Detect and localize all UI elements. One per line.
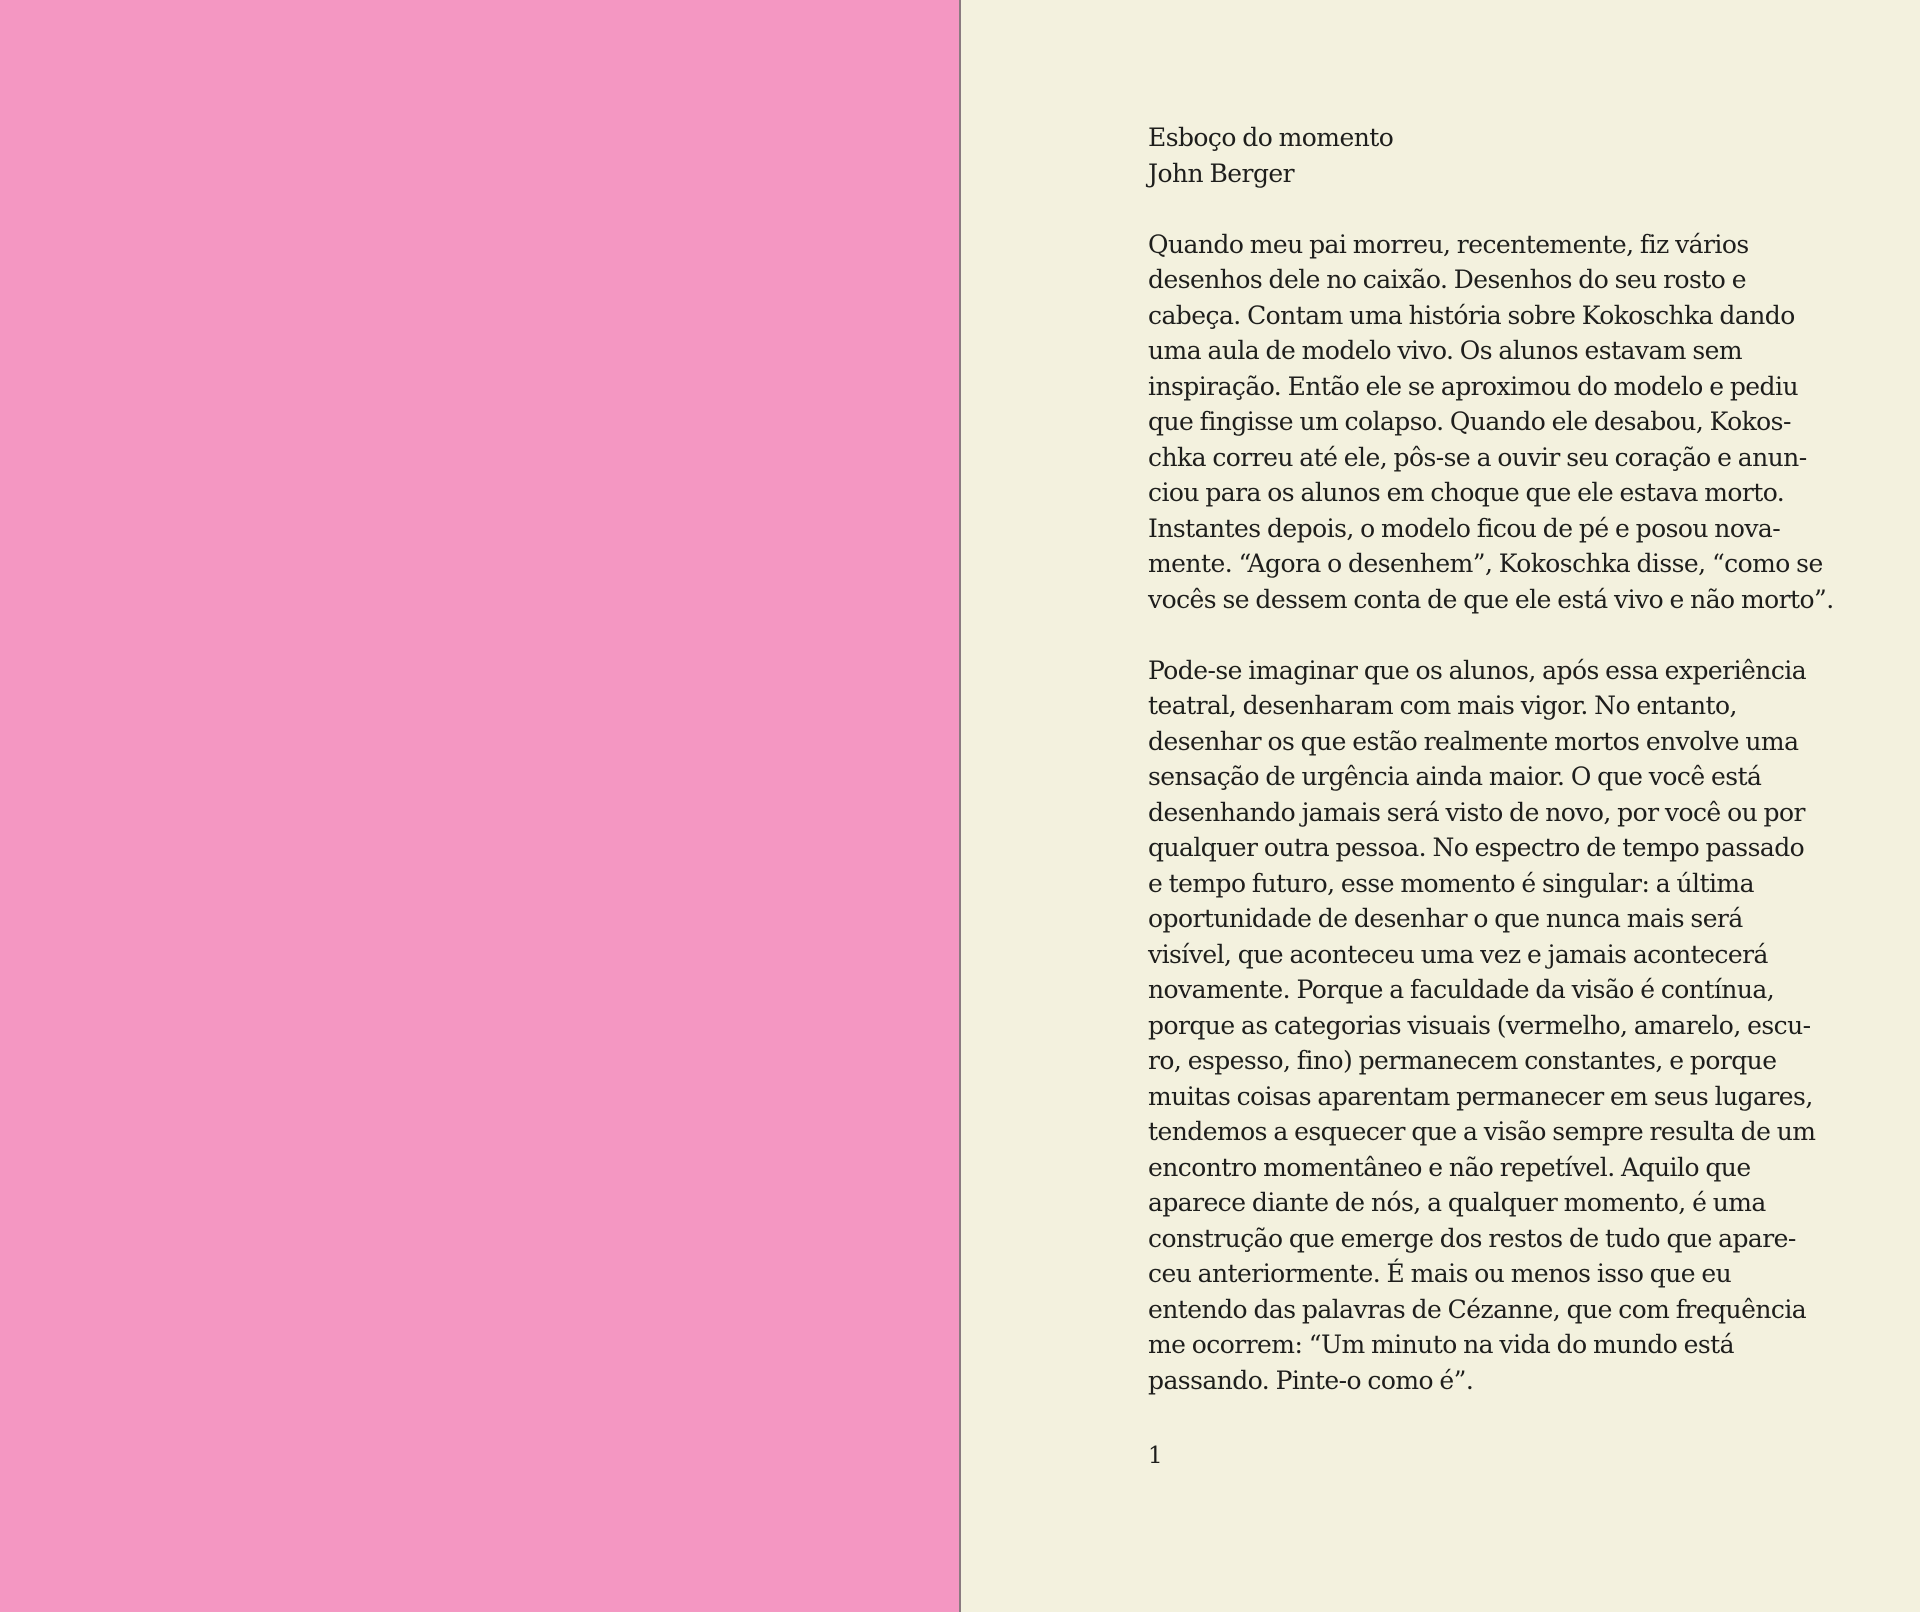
text-line: entendo das palavras de Cézanne, que com frequência: [1148, 1294, 1807, 1324]
text-line: ro, espesso, fino) permanecem constantes, e porque: [1148, 1046, 1777, 1075]
left-page-blank-pink: [0, 0, 959, 1612]
text-line: desenhos dele no caixão. Desenhos do seu rosto e: [1148, 265, 1746, 294]
text-line: inspiração. Então ele se aproximou do modelo e pediu: [1148, 371, 1798, 401]
text-line: visível, que aconteceu uma vez e jamais acontecerá: [1148, 939, 1768, 969]
text-line: cabeça. Contam uma história sobre Kokoschka dando: [1148, 300, 1795, 330]
essay-paragraph: [1148, 653, 1848, 1399]
text-line: Quando meu pai morreu, recentemente, fiz vários: [1148, 229, 1749, 259]
text-line: aparece diante de nós, a qualquer momento, é uma: [1148, 1188, 1766, 1217]
text-line: sensação de urgência ainda maior. O que você está: [1148, 762, 1762, 791]
text-line: qualquer outra pessoa. No espectro de tempo passado: [1148, 833, 1805, 862]
text-line: desenhar os que estão realmente mortos envolve uma: [1148, 726, 1799, 756]
text-line: porque as categorias visuais (vermelho, amarelo, escu-: [1148, 1010, 1811, 1040]
essay-heading: [1148, 120, 1848, 191]
text-line: tendemos a esquecer que a visão sempre resulta de um: [1148, 1117, 1816, 1146]
text-line: desenhando jamais será visto de novo, por você ou por: [1148, 797, 1805, 827]
text-line: vocês se dessem conta de que ele está vivo e não morto”.: [1148, 584, 1834, 614]
essay-body: [1148, 227, 1848, 1399]
text-line: passando. Pinte-o como é”.: [1148, 1365, 1474, 1395]
text-line: mente. “Agora o desenhem”, Kokoschka disse, “como se: [1148, 549, 1823, 578]
text-line: muitas coisas aparentam permanecer em seus lugares,: [1148, 1081, 1813, 1111]
text-line: ceu anteriormente. É mais ou menos isso que eu: [1148, 1259, 1732, 1288]
essay-author: John Berger: [1148, 158, 1295, 188]
essay-text-block: [1148, 120, 1848, 1434]
text-line: construção que emerge dos restos de tudo que apare-: [1148, 1223, 1796, 1253]
text-line: oportunidade de desenhar o que nunca mais será: [1148, 904, 1743, 933]
text-line: me ocorrem: “Um minuto na vida do mundo está: [1148, 1330, 1734, 1359]
text-line: ciou para os alunos em choque que ele estava morto.: [1148, 478, 1785, 507]
essay-title: Esboço do momento: [1148, 123, 1394, 152]
text-line: que fingisse um colapso. Quando ele desabou, Kokos-: [1148, 407, 1791, 436]
text-line: Pode-se imaginar que os alunos, após essa experiência: [1148, 655, 1807, 685]
text-line: teatral, desenharam com mais vigor. No entanto,: [1148, 691, 1737, 720]
page-number: 1: [1148, 1443, 1163, 1469]
essay-paragraph: [1148, 227, 1848, 618]
text-line: novamente. Porque a faculdade da visão é contínua,: [1148, 975, 1775, 1004]
text-line: encontro momentâneo e não repetível. Aquilo que: [1148, 1152, 1751, 1182]
text-line: Instantes depois, o modelo ficou de pé e posou nova-: [1148, 513, 1781, 543]
text-line: chka correu até ele, pôs-se a ouvir seu coração e anun-: [1148, 442, 1807, 472]
right-page: [961, 0, 1920, 1612]
text-line: e tempo futuro, esse momento é singular: a última: [1148, 868, 1754, 898]
text-line: uma aula de modelo vivo. Os alunos estavam sem: [1148, 336, 1743, 365]
